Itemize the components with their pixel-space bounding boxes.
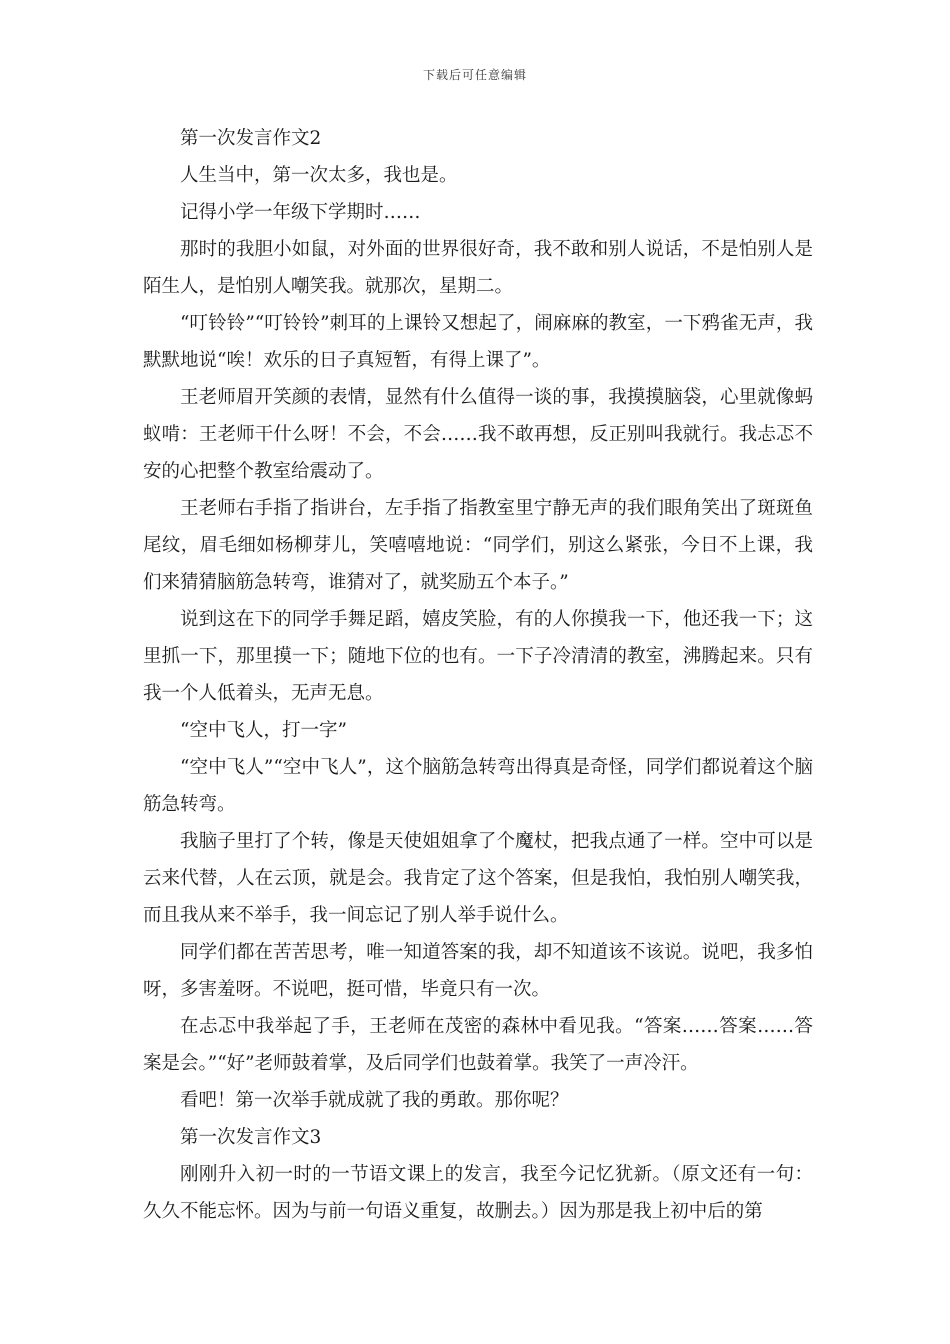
page-header-note: 下载后可任意编辑	[422, 68, 527, 82]
paragraph: 在忐忑中我举起了手，王老师在茂密的森林中看见我。“答案……答案……答案是会。”“好”老师鼓着掌，及后同学们也鼓着掌。我笑了一声冷汗。	[143, 1016, 813, 1074]
paragraph: 刚刚升入初一时的一节语文课上的发言，我至今记忆犹新。（原文还有一句：久久不能忘怀。因为与前一句语义重复，故删去。）因为那是我上初中后的第	[143, 1164, 813, 1222]
paragraph: 王老师眉开笑颜的表情，显然有什么值得一谈的事，我摸摸脑袋，心里就像蚂蚁啃：王老师干什么呀！不会，不会……我不敢再想，反正别叫我就行。我忐忑不安的心把整个教室给震动了。	[143, 387, 813, 482]
paragraph: 说到这在下的同学手舞足蹈，嬉皮笑脸，有的人你摸我一下，他还我一下；这里抓一下，那里摸一下；随地下位的也有。一下子冷清清的教室，沸腾起来。只有我一个人低着头，无声无息。	[143, 609, 813, 704]
paragraph: 我脑子里打了个转，像是天使姐姐拿了个魔杖，把我点通了一样。空中可以是云来代替，人在云顶，就是会。我肯定了这个答案，但是我怕，我怕别人嘲笑我，而且我从来不举手，我一间忘记了别人举手说什么。	[143, 831, 813, 926]
document-body	[143, 120, 813, 1230]
paragraph: 那时的我胆小如鼠，对外面的世界很好奇，我不敢和别人说话，不是怕别人是陌生人，是怕别人嘲笑我。就那次，星期二。	[143, 239, 813, 297]
paragraph: “空中飞人”“空中飞人”，这个脑筋急转弯出得真是奇怪，同学们都说着这个脑筋急转弯。	[143, 757, 813, 815]
paragraph: “空中飞人，打一字”	[180, 720, 347, 741]
paragraph: 人生当中，第一次太多，我也是。	[180, 165, 458, 186]
section-title: 第一次发言作文3	[180, 1127, 322, 1148]
paragraph: 记得小学一年级下学期时……	[180, 202, 421, 223]
paragraph: 同学们都在苦苦思考，唯一知道答案的我，却不知道该不该说。说吧，我多怕呀，多害羞呀。不说吧，挺可惜，毕竟只有一次。	[143, 942, 813, 1000]
paragraph: 看吧！第一次举手就成就了我的勇敢。那你呢？	[180, 1090, 569, 1111]
paragraph: “叮铃铃”“叮铃铃”刺耳的上课铃又想起了，闹麻麻的教室，一下鸦雀无声，我默默地说“唉！欢乐的日子真短暂，有得上课了”。	[143, 313, 813, 371]
paragraph: 王老师右手指了指讲台，左手指了指教室里宁静无声的我们眼角笑出了斑斑鱼尾纹，眉毛细如杨柳芽儿，笑嘻嘻地说：“同学们，别这么紧张，今日不上课，我们来猜猜脑筋急转弯，谁猜对了，就奖励五个本子。”	[143, 498, 813, 593]
section-title: 第一次发言作文2	[180, 128, 322, 149]
